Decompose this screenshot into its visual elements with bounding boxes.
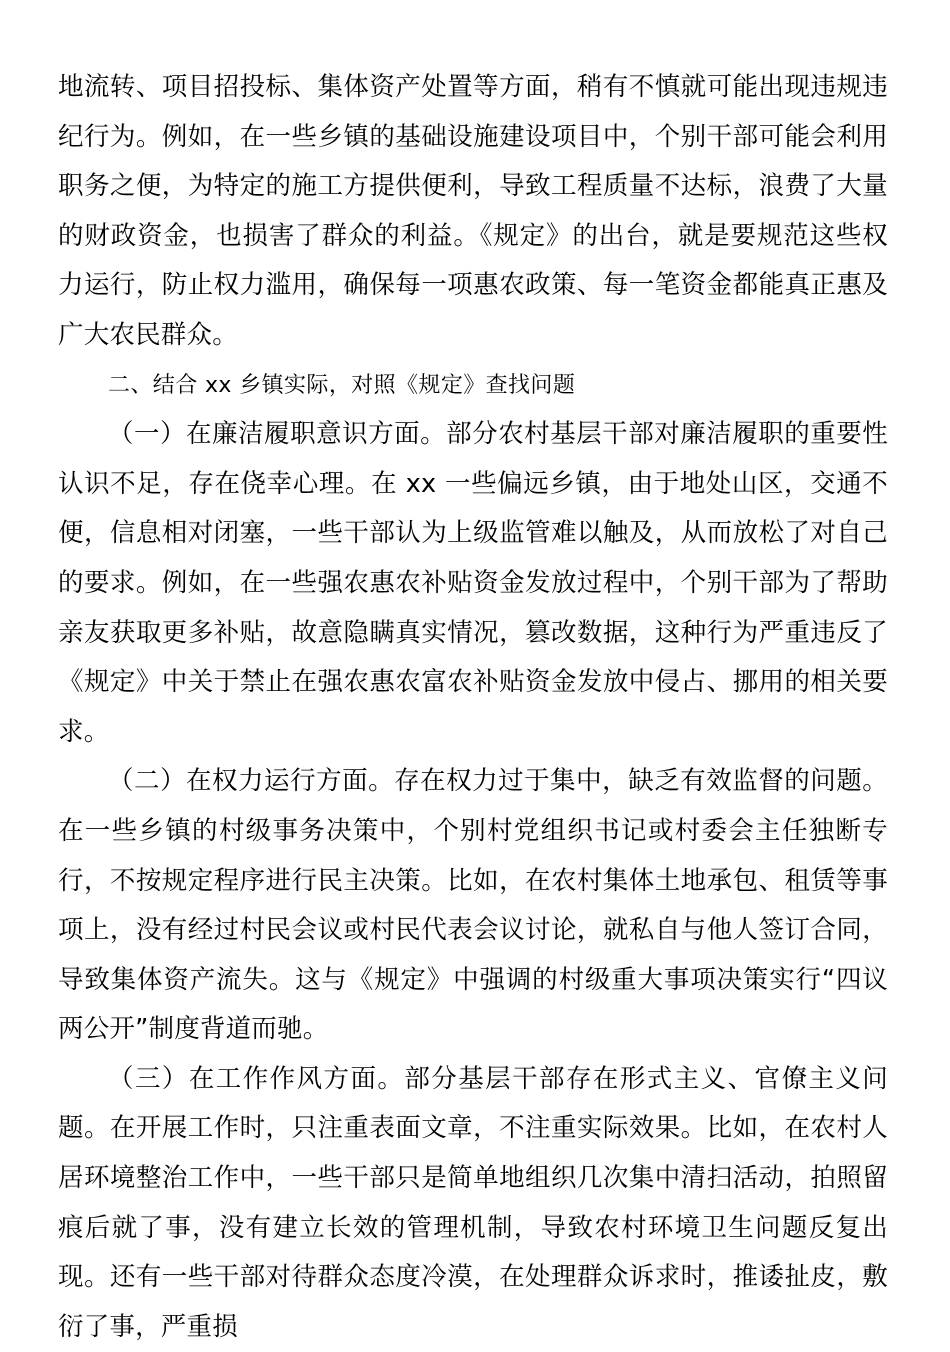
paragraph-continuation: 地流转、项目招投标、集体资产处置等方面，稍有不慎就可能出现违规违纪行为。例如，在一些乡镇的基础设施建设项目中，个别干部可能会利用职务之便，为特定的施工方提供便利，导致工程质量不达标，浪费了大量的财政资金，也损害了群众的利益。《规定》的出台，就是要规范这些权力运行，防止权力滥用，确保每一项惠农政策、每一笔资金都能真正惠及广大农民群众。 — [58, 72, 888, 350]
paragraph-integrity-awareness: （一）在廉洁履职意识方面。部分农村基层干部对廉洁履职的重要性认识不足，存在侥幸心理。在 xx 一些偏远乡镇，由于地处山区，交通不便，信息相对闭塞，一些干部认为上级监管难以触及，从而放松了对自己的要求。例如，在一些强农惠农补贴资金发放过程中，个别干部为了帮助亲友获取更多补贴，故意隐瞒真实情况，篡改数据，这种行为严重违反了《规定》中关于禁止在强农惠农富农补贴资金发放中侵占、挪用的相关要求。 — [58, 419, 888, 747]
section-heading: 二、结合 xx 乡镇实际，对照《规定》查找问题 — [108, 372, 576, 398]
paragraph-work-style: （三）在工作作风方面。部分基层干部存在形式主义、官僚主义问题。在开展工作时，只注重表面文章，不注重实际效果。比如，在农村人居环境整治工作中，一些干部只是简单地组织几次集中清扫活动，拍照留痕后就了事，没有建立长效的管理机制，导致农村环境卫生问题反复出现。还有一些干部对待群众态度冷漠，在处理群众诉求时，推诿扯皮，敷衍了事，严重损 — [58, 1063, 888, 1342]
document-body — [58, 63, 888, 1352]
paragraph-power-operation: （二）在权力运行方面。存在权力过于集中，缺乏有效监督的问题。在一些乡镇的村级事务决策中，个别村党组织书记或村委会主任独断专行，不按规定程序进行民主决策。比如，在农村集体土地承包、租赁等事项上，没有经过村民会议或村民代表会议讨论，就私自与他人签订合同，导致集体资产流失。这与《规定》中强调的村级重大事项决策实行“四议两公开”制度背道而驰。 — [58, 766, 888, 1045]
